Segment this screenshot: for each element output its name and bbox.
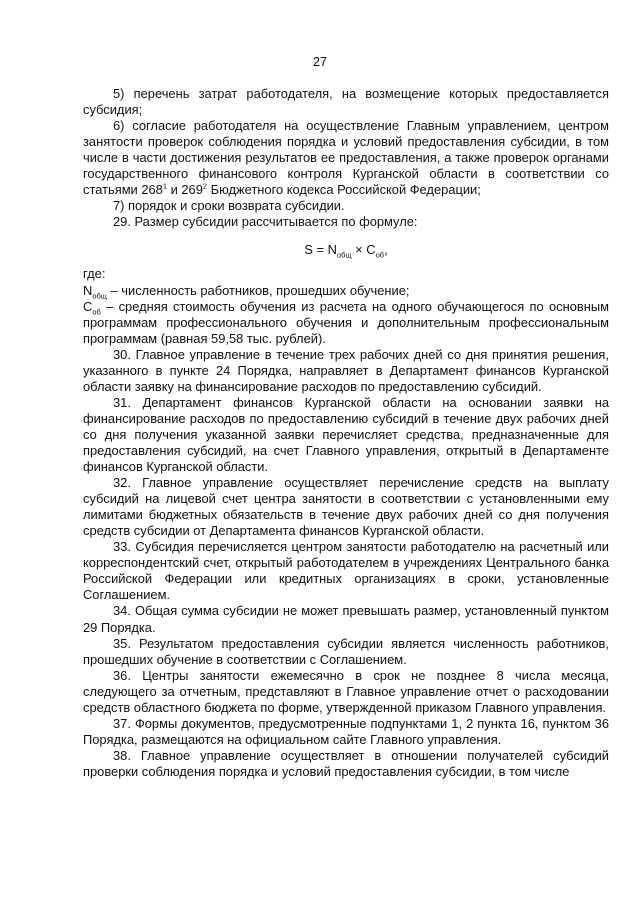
definition-c	[83, 299, 609, 347]
formula-part-c: ,	[384, 242, 388, 258]
definition-n-symbol: N	[83, 282, 93, 298]
document-body	[83, 86, 609, 780]
definition-n-subscript: общ	[92, 291, 107, 301]
formula-subscript-avg: об	[375, 251, 385, 260]
formula-part-b: × C	[351, 242, 376, 258]
page-number: 27	[313, 55, 327, 69]
paragraph-31: 31. Департамент финансов Курганской области на основании заявки на финансирование расходов по предоставлению субсидий в течение двух рабочих дней со дня получения указанной заявки перечисляет средства, предназначенные для предоставления субсидий, на счет Главного управления, открытый в Департаменте финансов Курганской области.	[83, 394, 609, 475]
list-item-7: 7) порядок и сроки возврата субсидии.	[113, 198, 345, 214]
list-item-5: 5) перечень затрат работодателя, на возмещение которых предоставляется субсидия;	[83, 86, 609, 118]
paragraph-38: 38. Главное управление осуществляет в отношении получателей субсидий проверки соблюдения порядка и условий предоставления субсидии, в том числе	[83, 747, 609, 779]
definition-c-symbol: C	[83, 298, 93, 314]
paragraph-36: 36. Центры занятости ежемесячно в срок не позднее 8 числа месяца, следующего за отчетным, представляют в Главное управление отчет о расходовании средств областного бюджета по форме, утвержденной приказом Главного управления.	[83, 667, 609, 715]
paragraph-34: 34. Общая сумма субсидии не может превышать размер, установленный пунктом 29 Порядка.	[83, 603, 609, 635]
article-268-superscript: 1	[162, 181, 168, 191]
where-label: где:	[83, 266, 106, 282]
paragraph-30: 30. Главное управление в течение трех рабочих дней со дня принятия решения, указанного в пункте 24 Порядка, направляет в Департамент финансов Курганской области заявку на финансирование расходов по предоставлению субсидий.	[83, 346, 609, 394]
paragraph-29: 29. Размер субсидии рассчитывается по формуле:	[113, 214, 418, 230]
definition-c-subscript: об	[92, 307, 101, 317]
list-item-6-text-a: 6) согласие работодателя на осуществление Главным управлением, центром занятости проверок соблюдения порядка и условий предоставления субсидии, в том числе в части достижения результатов ее предоставления, а также проверок органами государственного финансового контроля Курганской области в соответствии со статьями 268	[83, 118, 609, 198]
subsidy-formula	[83, 242, 609, 258]
definition-n-text: – численность работников, прошедших обучение;	[106, 282, 410, 298]
paragraph-37: 37. Формы документов, предусмотренные подпунктами 1, 2 пункта 16, пунктом 36 Порядка, размещаются на официальном сайте Главного управления.	[83, 715, 609, 747]
list-item-6-text-b: и 269	[167, 182, 203, 198]
list-item-6-text-c: Бюджетного кодекса Российской Федерации;	[207, 182, 481, 198]
formula-part-a: S = N	[304, 242, 337, 258]
list-item-6	[83, 118, 609, 198]
definition-n	[83, 283, 609, 299]
paragraph-35: 35. Результатом предоставления субсидии является численность работников, прошедших обучение в соответствии с Соглашением.	[83, 635, 609, 667]
definition-c-text: – средняя стоимость обучения из расчета на одного обучающегося по основным программам профессионального обучения и дополнительным профессиональным программам (равная 59,58 тыс. рублей).	[83, 298, 609, 346]
article-269-superscript: 2	[202, 181, 208, 191]
paragraph-32: 32. Главное управление осуществляет перечисление средств на выплату субсидий на лицевой счет центра занятости в соответствии с установленными ему лимитами бюджетных обязательств в течение двух рабочих дней со дня получения средств субсидии от Департамента финансов Курганской области.	[83, 475, 609, 539]
formula-subscript-total: общ	[336, 251, 352, 260]
paragraph-33: 33. Субсидия перечисляется центром занятости работодателю на расчетный или корреспондентский счет, открытый работодателем в учреждениях Центрального банка Российской Федерации или кредитных организациях в сроки, установленные Соглашением.	[83, 539, 609, 603]
